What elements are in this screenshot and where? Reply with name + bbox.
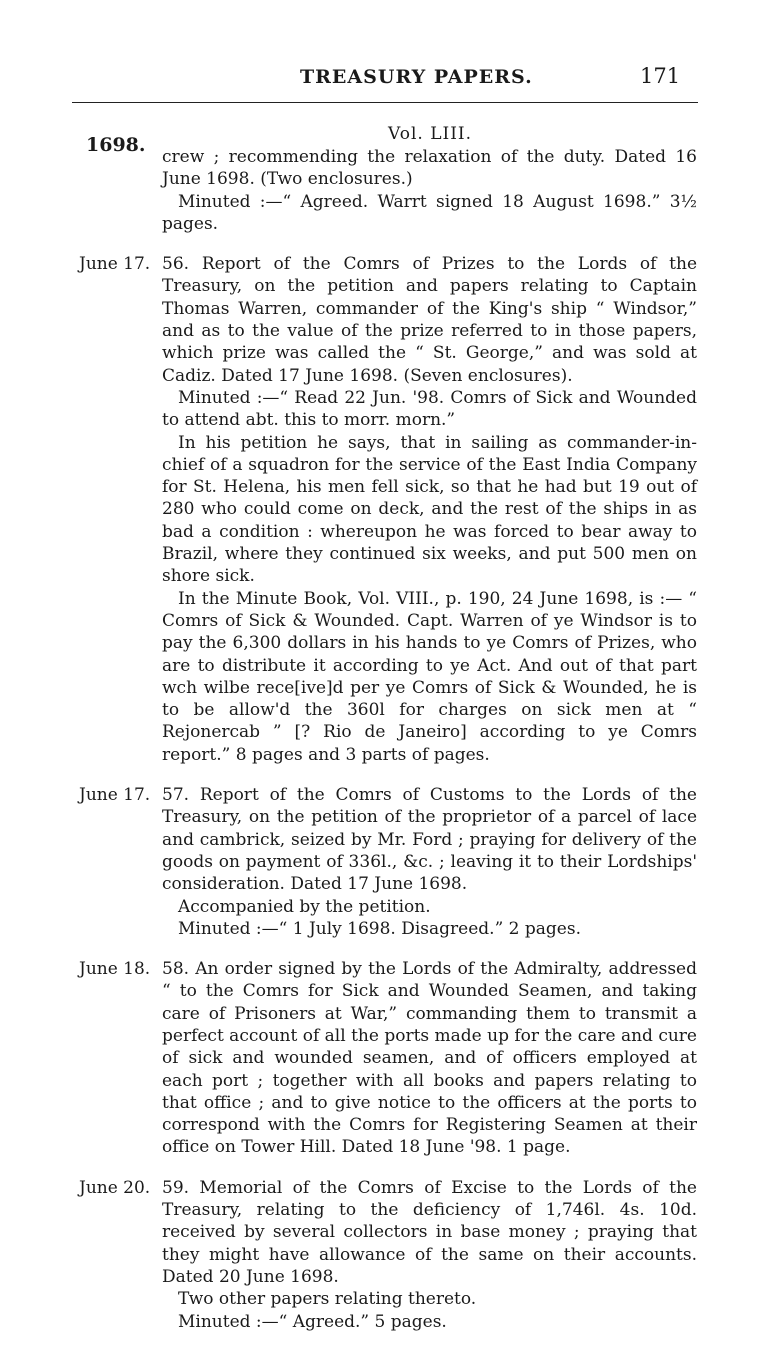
entries-list <box>0 146 770 1351</box>
year-label: 1698. <box>86 134 146 156</box>
volume-label: Vol. LIII. <box>388 124 473 144</box>
entry-date: June 17. <box>79 254 151 275</box>
entry-paragraph: Minuted :—“ 1 July 1698. Disagreed.” 2 pages. <box>178 918 581 939</box>
header-rule <box>72 102 698 103</box>
running-head <box>0 66 770 96</box>
entry-paragraph: 56. Report of the Comrs of Prizes to the Lords of the Treasury, on the petition and papers relating to Captain Thomas Warren, commander of the King's ship “ Windsor,” and as to the value of the prize referred to in those papers, which prize was called the “ St. George,” and was sold at Cadiz. Dated 17 June 1698. (Seven enclosures). <box>162 254 697 386</box>
entry-59 <box>0 1177 770 1333</box>
entry-paragraph: In his petition he says, that in sailing as commander-in-chief of a squadron for the service of the East India Company for St. Helena, his men fell sick, so that he had but 19 out of 280 who could come on deck, and the rest of the ships in as bad a condition : whereupon he was forced to bear away to Brazil, where they continued six weeks, and put 500 men on shore sick. <box>162 432 697 587</box>
entry-paragraph: Accompanied by the petition. <box>178 896 431 917</box>
entry-57 <box>0 784 770 940</box>
entry-58 <box>0 958 770 1159</box>
entry-paragraph: Minuted :—“ Agreed. Warrt signed 18 August 1698.” 3½ pages. <box>162 191 697 234</box>
entry-body <box>162 958 697 1159</box>
entry-date: June 20. <box>79 1177 151 1198</box>
entry-body <box>162 784 697 940</box>
entry-paragraph: crew ; recommending the relaxation of the duty. Dated 16 June 1698. (Two enclosures.) <box>162 147 697 190</box>
page-number: 171 <box>640 64 681 88</box>
page-title: TREASURY PAPERS. <box>300 66 533 88</box>
entry-paragraph: Minuted :—“ Agreed.” 5 pages. <box>178 1311 447 1332</box>
entry-body <box>162 1177 697 1333</box>
entry-paragraph: 58. An order signed by the Lords of the Admiralty, addressed “ to the Comrs for Sick and Wounded Seamen, and taking care of Prisoners at War,” commanding them to transmit a perfect account of all the ports made up for the care and cure of sick and wounded seamen, and of officers employed at each port ; together with all books and papers relating to that office ; and to give notice to the officers at the ports to correspond with the Comrs for Registering Seamen at their office on Tower Hill. Dated 18 June '98. 1 page. <box>162 959 697 1158</box>
entry-paragraph: 57. Report of the Comrs of Customs to the Lords of the Treasury, on the petition of the proprietor of a parcel of lace and cambrick, seized by Mr. Ford ; praying for delivery of the goods on payment of 336l., &c. ; leaving it to their Lordships' consideration. Dated 17 June 1698. <box>162 785 697 895</box>
entry-56 <box>0 253 770 766</box>
entry-paragraph: 59. Memorial of the Comrs of Excise to the Lords of the Treasury, relating to the deficiency of 1,746l. 4s. 10d. received by several collectors in base money ; praying that they might have allowance of the same on their accounts. Dated 20 June 1698. <box>162 1177 697 1287</box>
entry-date: June 17. <box>79 785 151 806</box>
entry-body <box>162 146 697 235</box>
entry-continuation <box>0 146 770 235</box>
entry-date: June 18. <box>79 959 151 980</box>
entry-paragraph: Two other papers relating thereto. <box>178 1289 477 1310</box>
entry-paragraph: In the Minute Book, Vol. VIII., p. 190, 24 June 1698, is :— “ Comrs of Sick & Wounded. Capt. Warren of ye Windsor is to pay the 6,300 dollars in his hands to ye Comrs of Prizes, who are to distribute it according to ye Act. And out of that part wch wilbe rece[ive]d per ye Comrs of Sick & Wounded, he is to be allow'd the 360l for charges on sick men at “ Rejonercab ” [? Rio de Janeiro] according to ye Comrs report.” 8 pages and 3 parts of pages. <box>162 588 697 765</box>
entry-paragraph: Minuted :—“ Read 22 Jun. '98. Comrs of Sick and Wounded to attend abt. this to morr. morn.” <box>162 387 697 431</box>
entry-body <box>162 253 697 766</box>
